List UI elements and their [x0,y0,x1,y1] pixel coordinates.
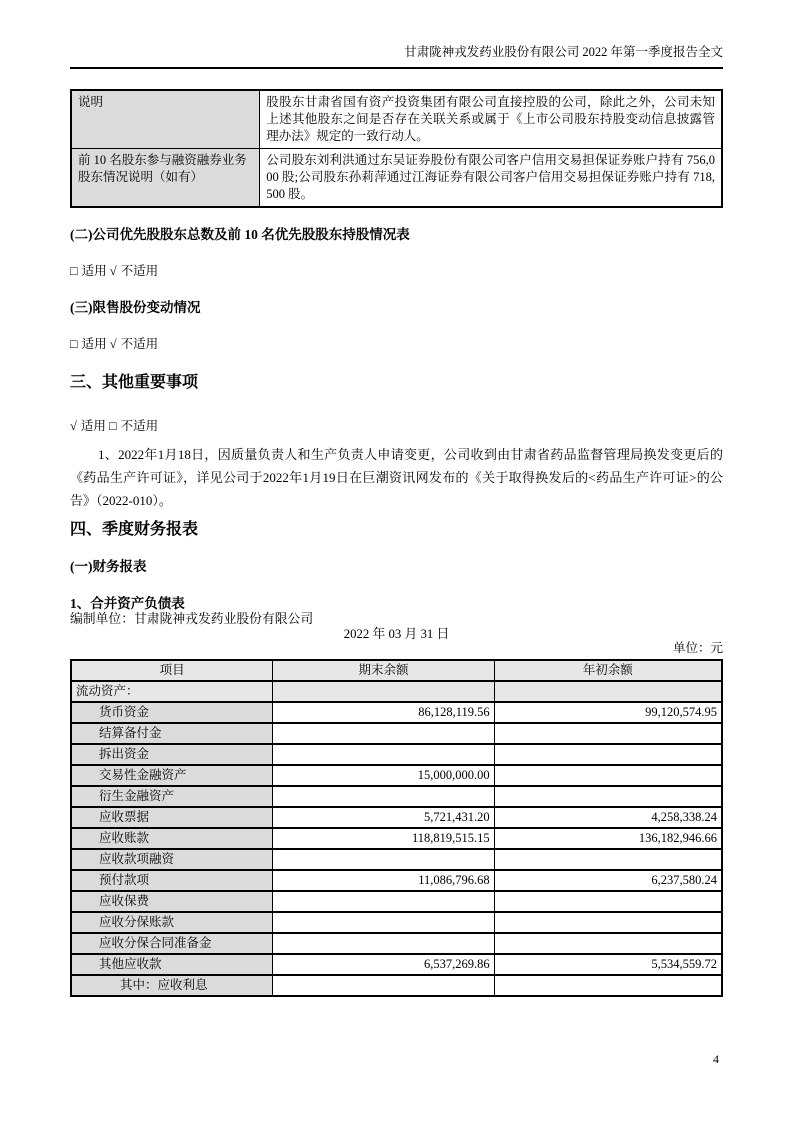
beginning-balance-cell [494,786,722,807]
subsection-heading-balance-sheet: 1、合并资产负债表 [70,596,185,611]
row-label-cell: 前 10 名股东参与融资融券业务股东情况说明（如有） [71,149,260,208]
not-applicable-label: 不适用 [120,264,159,278]
ending-balance-cell [273,912,494,933]
beginning-balance-cell: 5,534,559.72 [494,954,722,975]
ending-balance-cell [273,849,494,870]
beginning-balance-cell [494,891,722,912]
checkmark-icon: √ [70,419,77,433]
table-row [71,954,722,975]
compiler-line: 编制单位：甘肃陇神戎发药业股份有限公司 [70,612,314,626]
checkbox-unchecked-icon: □ [109,419,117,433]
ending-balance-cell [273,681,494,702]
balance-sheet-date: 2022 年 03 月 31 日 [343,627,450,641]
checkmark-icon: √ [109,264,117,278]
beginning-balance-cell: 136,182,946.66 [494,828,722,849]
applicability-line [70,336,723,353]
table-row [71,702,722,723]
beginning-balance-cell [494,765,722,786]
beginning-balance-cell [494,744,722,765]
subsection-heading-financial-statements: (一)财务报表 [70,559,147,574]
item-cell: 交易性金融资产 [71,765,273,786]
table-row [71,933,722,954]
beginning-balance-cell: 6,237,580.24 [494,870,722,891]
row-label-cell: 说明 [71,90,260,149]
item-cell: 流动资产： [71,681,273,702]
section-heading-preferred-shareholders: (二)公司优先股股东总数及前 10 名优先股股东持股情况表 [70,227,410,242]
table-header-row [71,660,722,681]
checkmark-icon: √ [109,337,117,351]
item-cell: 拆出资金 [71,744,273,765]
shareholder-info-table [70,89,723,208]
beginning-balance-cell: 99,120,574.95 [494,702,722,723]
item-cell: 结算备付金 [71,723,273,744]
unit-note: 单位：元 [672,641,723,655]
section-heading-other-matters: 三、其他重要事项 [70,374,199,391]
page-number: 4 [713,1052,719,1066]
table-row [71,744,722,765]
table-row [71,723,722,744]
section-heading-quarterly-statements: 四、季度财务报表 [70,521,199,538]
ending-balance-cell [273,975,494,996]
ending-balance-cell: 11,086,796.68 [273,870,494,891]
table-row [71,849,722,870]
beginning-balance-cell: 4,258,338.24 [494,807,722,828]
table-row [71,912,722,933]
beginning-balance-cell [494,912,722,933]
not-applicable-label: 不适用 [120,337,159,351]
table-row [71,807,722,828]
ending-balance-cell [273,744,494,765]
applicable-label: 适用 [81,337,107,351]
column-header-ending-balance: 期末余额 [273,660,494,681]
table-row [71,681,722,702]
applicable-label: 适用 [81,264,107,278]
item-cell: 应收款项融资 [71,849,273,870]
table-row [71,786,722,807]
checkbox-unchecked-icon: □ [70,337,78,351]
ending-balance-cell [273,786,494,807]
applicability-line [70,418,723,435]
checkbox-unchecked-icon: □ [70,264,78,278]
other-matters-paragraph: 1、2022年1月18日，因质量负责人和生产负责人申请变更，公司收到由甘肃省药品监督管理局换发变更后的《药品生产许可证》，详见公司于2022年1月19日在巨潮资讯网发布的《关于取得换发后的<药品生产许可证>的公告》（2022-010）。 [70,447,723,508]
item-cell: 应收分保合同准备金 [71,933,273,954]
item-cell: 其他应收款 [71,954,273,975]
ending-balance-cell: 86,128,119.56 [273,702,494,723]
ending-balance-cell: 6,537,269.86 [273,954,494,975]
applicability-line [70,263,723,280]
ending-balance-cell [273,933,494,954]
table-row [71,765,722,786]
table-row [71,870,722,891]
ending-balance-cell [273,723,494,744]
column-header-beginning-balance: 年初余额 [494,660,722,681]
row-content-cell: 公司股东刘利洪通过东吴证券股份有限公司客户信用交易担保证券账户持有 756,000 股;公司股东孙莉萍通过江海证券有限公司客户信用交易担保证券账户持有 718,500 股。 [260,149,722,208]
item-cell: 应收票据 [71,807,273,828]
beginning-balance-cell [494,975,722,996]
running-header [70,45,723,69]
item-cell: 应收保费 [71,891,273,912]
applicable-label: 适用 [80,419,106,433]
item-cell: 货币资金 [71,702,273,723]
header-title: 甘肃陇神戎发药业股份有限公司 2022 年第一季度报告全文 [404,45,723,59]
ending-balance-cell: 5,721,431.20 [273,807,494,828]
ending-balance-cell [273,891,494,912]
table-row [71,828,722,849]
ending-balance-cell: 15,000,000.00 [273,765,494,786]
not-applicable-label: 不适用 [120,419,159,433]
item-cell: 应收账款 [71,828,273,849]
beginning-balance-cell [494,681,722,702]
balance-sheet-table [70,659,723,997]
beginning-balance-cell [494,723,722,744]
table-row [71,975,722,996]
section-heading-restricted-shares: (三)限售股份变动情况 [70,300,201,315]
ending-balance-cell: 118,819,515.15 [273,828,494,849]
table-row [71,149,722,208]
table-row [71,891,722,912]
item-cell: 衍生金融资产 [71,786,273,807]
beginning-balance-cell [494,933,722,954]
table-row [71,90,722,149]
column-header-item: 项目 [71,660,273,681]
item-cell: 预付款项 [71,870,273,891]
row-content-cell: 股股东甘肃省国有资产投资集团有限公司直接控股的公司，除此之外，公司未知上述其他股东之间是否存在关联关系或属于《上市公司股东持股变动信息披露管理办法》规定的一致行动人。 [260,90,722,149]
item-cell: 其中：应收利息 [71,975,273,996]
item-cell: 应收分保账款 [71,912,273,933]
beginning-balance-cell [494,849,722,870]
